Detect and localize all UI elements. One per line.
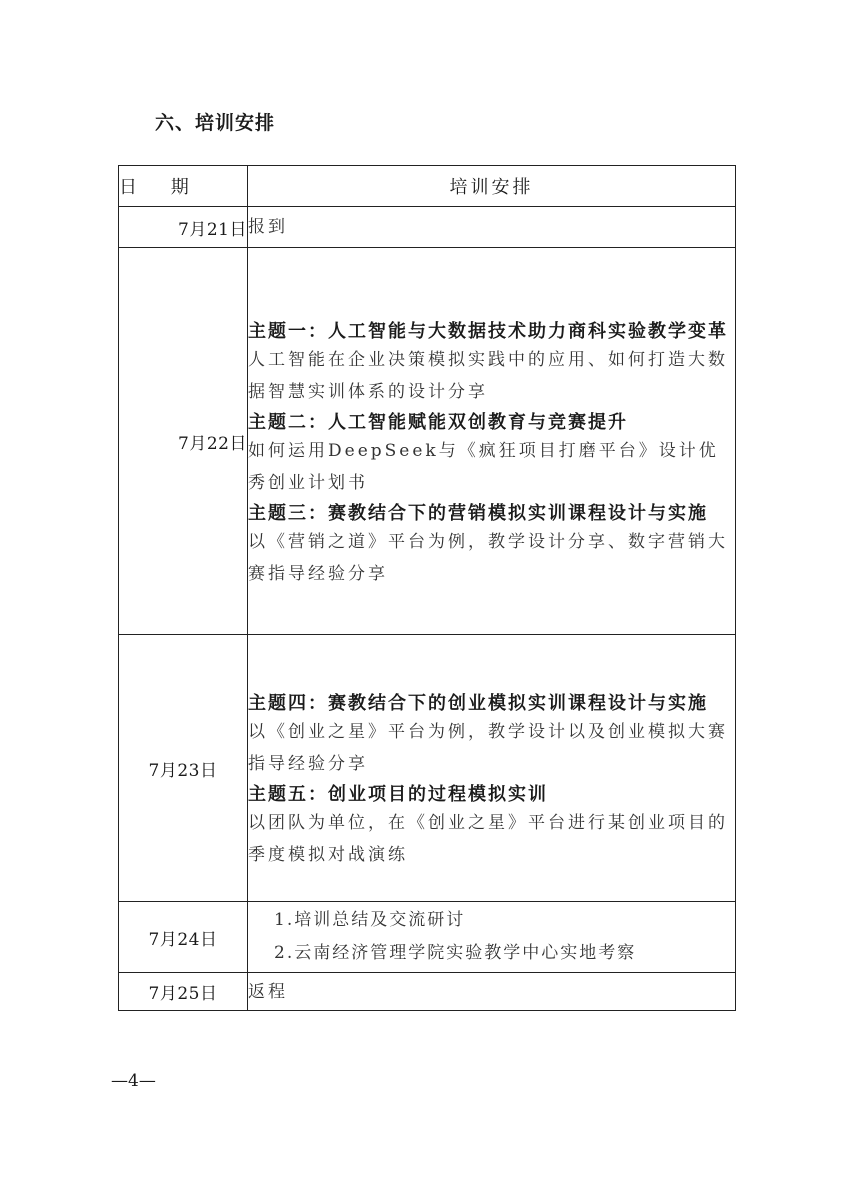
row-date: 7月25日 [119, 973, 248, 1011]
plan-text: 报到 [248, 217, 288, 237]
topic-desc: 以团队为单位，在《创业之星》平台进行某创业项目的季度模拟对战演练 [248, 813, 728, 865]
row-date: 7月24日 [119, 902, 248, 973]
topic-title: 主题五：创业项目的过程模拟实训 [248, 784, 548, 805]
row-plan [248, 248, 736, 635]
row-date: 7月22日 [119, 248, 248, 635]
row-plan [248, 635, 736, 902]
plan-line: 1.培训总结及交流研讨 [274, 910, 466, 930]
topic-desc: 以《创业之星》平台为例，教学设计以及创业模拟大赛指导经验分享 [248, 722, 728, 774]
topic-title: 主题三：赛教结合下的营销模拟实训课程设计与实施 [248, 502, 708, 524]
row-date: 7月23日 [119, 635, 248, 902]
table-row [119, 973, 736, 1011]
table-row [119, 635, 736, 902]
plan-text: 返程 [248, 981, 288, 1002]
plan-line: 2.云南经济管理学院实验教学中心实地考察 [274, 943, 637, 963]
topic-title: 主题四：赛教结合下的创业模拟实训课程设计与实施 [248, 693, 708, 714]
topic-title: 主题一：人工智能与大数据技术助力商科实验教学变革 [248, 320, 728, 342]
table-row [119, 902, 736, 973]
header-date: 日 期 [119, 166, 248, 207]
section-title: 六、培训安排 [155, 112, 276, 134]
row-date: 7月21日 [119, 207, 248, 248]
training-schedule-table [118, 165, 736, 1011]
header-plan: 培训安排 [248, 166, 736, 207]
topic-desc: 如何运用DeepSeek与《疯狂项目打磨平台》设计优秀创业计划书 [248, 440, 719, 493]
table-row [119, 207, 736, 248]
table-header-row [119, 166, 736, 207]
page-number: —4— [111, 1071, 156, 1091]
topic-desc: 以《营销之道》平台为例，教学设计分享、数字营销大赛指导经验分享 [248, 531, 728, 584]
row-plan [248, 973, 736, 1011]
topic-desc: 人工智能在企业决策模拟实践中的应用、如何打造大数据智慧实训体系的设计分享 [248, 349, 728, 402]
row-plan [248, 902, 736, 973]
topic-title: 主题二：人工智能赋能双创教育与竞赛提升 [248, 411, 628, 433]
table-row [119, 248, 736, 635]
row-plan [248, 207, 736, 248]
